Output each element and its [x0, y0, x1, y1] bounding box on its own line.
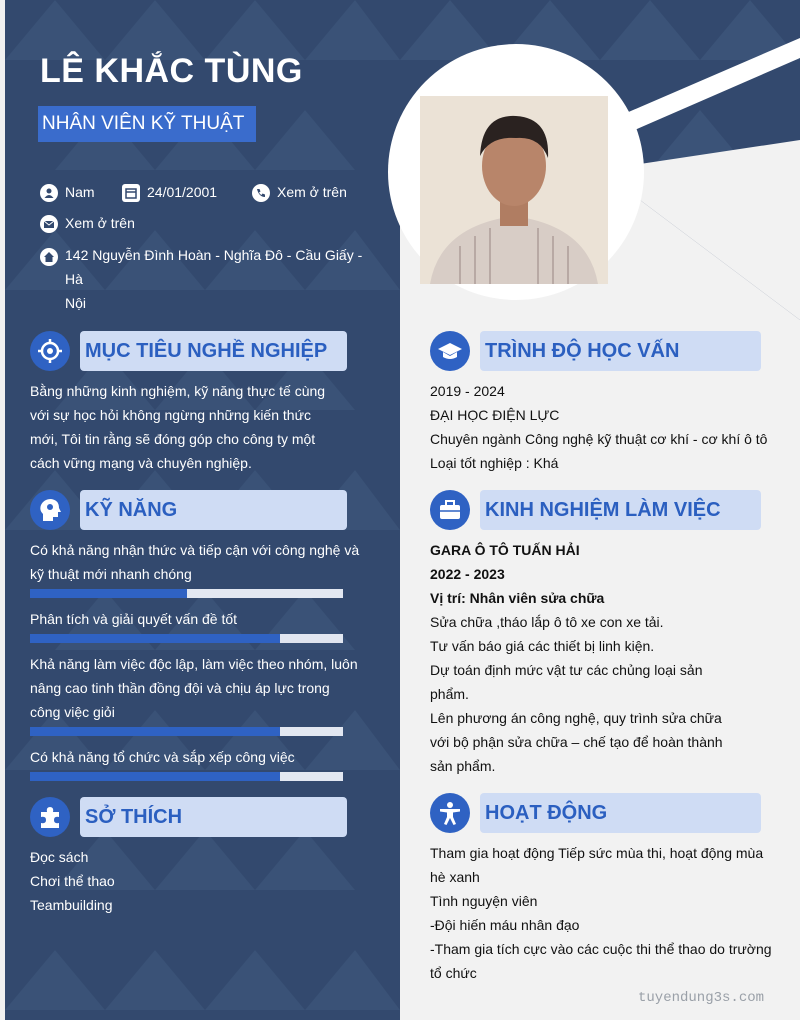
objective-line: cách vững mạng và chuyên nghiệp.	[30, 455, 252, 471]
experience-period: 2022 - 2023	[430, 566, 505, 582]
hobby-item: Chơi thể thao	[30, 873, 115, 889]
gender-value: Nam	[65, 184, 95, 200]
activity-line: hè xanh	[430, 869, 480, 885]
skill-item-2	[30, 607, 360, 631]
skill-level-bar-4	[30, 772, 343, 781]
skill-line: Có khả năng nhận thức và tiếp cận với công nghệ và	[30, 542, 360, 558]
activity-line: Tham gia hoạt động Tiếp sức mùa thi, hoạt động mùa	[430, 845, 764, 861]
skill-level-fill	[30, 634, 280, 643]
experience-details	[430, 538, 780, 778]
education-grade: Loại tốt nghiệp : Khá	[430, 455, 559, 471]
puzzle-icon	[30, 797, 70, 837]
experience-company: GARA Ô TÔ TUẤN HẢI	[430, 542, 580, 558]
address-info	[40, 246, 380, 315]
experience-position: Vị trí: Nhân viên sửa chữa	[430, 590, 605, 606]
home-icon	[40, 248, 58, 266]
target-icon	[30, 331, 70, 371]
activity-line: -Tham gia tích cực vào các cuộc thi thể thao do trường	[430, 941, 772, 957]
skill-line: Phân tích và giải quyết vấn đề tốt	[30, 611, 238, 627]
experience-line: Lên phương án công nghệ, quy trình sửa chữa	[430, 710, 722, 726]
person-activity-icon	[430, 793, 470, 833]
email-info	[40, 215, 135, 233]
skills-title: KỸ NĂNG	[85, 499, 178, 521]
skill-item-3	[30, 652, 360, 724]
hobby-item: Đọc sách	[30, 849, 89, 865]
skill-line: Có khả năng tổ chức và sắp xếp công việc	[30, 749, 295, 765]
birthdate-info	[122, 184, 217, 202]
hobbies-title: SỞ THÍCH	[85, 806, 183, 828]
experience-line: với bộ phận sửa chữa – chế tạo để hoàn thành	[430, 734, 723, 750]
briefcase-icon	[430, 490, 470, 530]
skill-level-bar-3	[30, 727, 343, 736]
activities-details	[430, 841, 780, 985]
skill-level-fill	[30, 727, 280, 736]
skill-item-4	[30, 745, 360, 769]
experience-line: Sửa chữa ,tháo lắp ô tô xe con xe tải.	[430, 614, 664, 630]
email-value[interactable]: Xem ở trên	[65, 215, 135, 231]
address-line-2: Nội	[65, 295, 87, 311]
objective-line: với sự học hỏi không ngừng những kiến thức	[30, 407, 311, 423]
activity-line: -Đội hiến máu nhân đạo	[430, 917, 580, 933]
skill-line: công việc giỏi	[30, 704, 115, 720]
experience-title: KINH NGHIỆM LÀM VIỆC	[485, 499, 721, 521]
skill-item-1	[30, 538, 360, 586]
address-value	[65, 243, 380, 315]
person-portrait	[420, 96, 608, 284]
calendar-icon	[122, 184, 140, 202]
person-icon	[40, 184, 58, 202]
experience-line: Dự toán định mức vật tư các chủng loại sản	[430, 662, 703, 678]
experience-line: sản phẩm.	[430, 758, 496, 774]
address-line-1: 142 Nguyễn Đình Hoàn - Nghĩa Đô - Cầu Giấy - Hà	[65, 247, 363, 287]
skill-level-fill	[30, 772, 280, 781]
experience-line: phẩm.	[430, 686, 469, 702]
gender-info	[40, 184, 95, 202]
education-school: ĐẠI HỌC ĐIỆN LỰC	[430, 407, 560, 423]
skill-level-bar-2	[30, 634, 343, 643]
activities-title: HOẠT ĐỘNG	[485, 802, 608, 824]
candidate-name: LÊ KHẮC TÙNG	[40, 52, 303, 90]
hobby-item: Teambuilding	[30, 897, 113, 913]
objective-line: Bằng những kinh nghiệm, kỹ năng thực tế cùng	[30, 383, 326, 399]
activity-line: Tình nguyện viên	[430, 893, 538, 909]
objective-text	[30, 379, 360, 475]
objective-title: MỤC TIÊU NGHỀ NGHIỆP	[85, 340, 328, 362]
head-gear-icon	[30, 490, 70, 530]
hobbies-list	[30, 845, 360, 917]
objective-line: mới, Tôi tin rằng sẽ đóng góp cho công ty một	[30, 431, 316, 447]
education-major: Chuyên ngành Công nghệ kỹ thuật cơ khí - cơ khí ô tô	[430, 431, 768, 447]
phone-value[interactable]: Xem ở trên	[277, 184, 347, 200]
skill-line: nâng cao tinh thần đồng đội và chịu áp lực trong	[30, 680, 330, 696]
experience-line: Tư vấn báo giá các thiết bị linh kiện.	[430, 638, 655, 654]
phone-info	[252, 184, 347, 202]
phone-icon	[252, 184, 270, 202]
skill-line: kỹ thuật mới nhanh chóng	[30, 566, 192, 582]
education-period: 2019 - 2024	[430, 383, 505, 399]
mail-icon	[40, 215, 58, 233]
education-title: TRÌNH ĐỘ HỌC VẤN	[485, 340, 680, 362]
graduation-cap-icon	[430, 331, 470, 371]
birthdate-value: 24/01/2001	[147, 184, 218, 200]
skill-line: Khả năng làm việc độc lập, làm việc theo nhóm, luôn	[30, 656, 358, 672]
activity-line: tổ chức	[430, 965, 477, 981]
education-details	[430, 379, 780, 475]
profile-photo	[420, 96, 608, 284]
watermark: tuyendung3s.com	[638, 990, 765, 1006]
skill-level-bar-1	[30, 589, 343, 598]
skill-level-fill	[30, 589, 187, 598]
job-title-badge: NHÂN VIÊN KỸ THUẬT	[38, 106, 256, 142]
